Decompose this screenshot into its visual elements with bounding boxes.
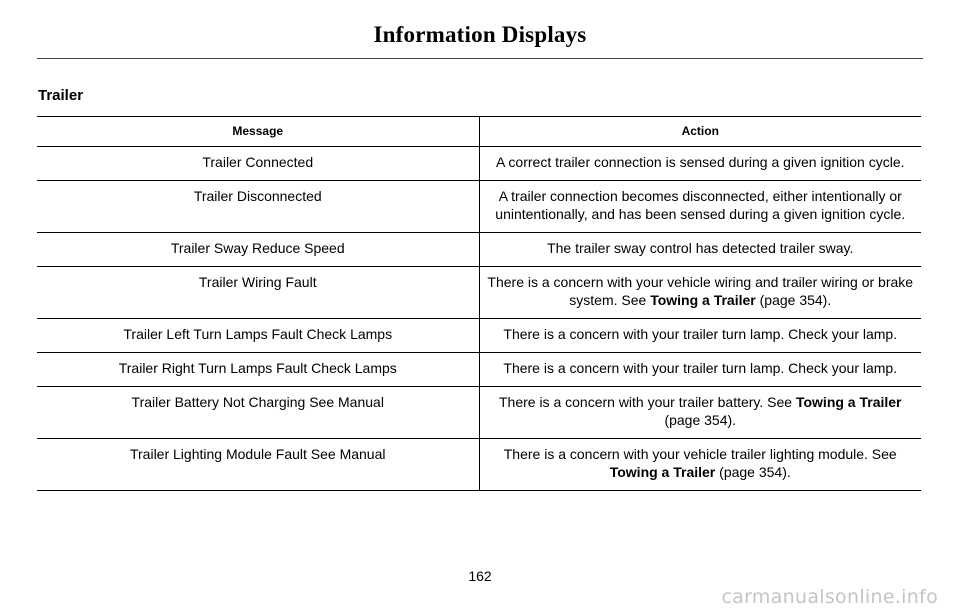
page-reference: (page 354).	[715, 464, 791, 480]
table-row	[37, 353, 921, 387]
towing-a-trailer-link[interactable]: Towing a Trailer	[650, 292, 756, 308]
towing-a-trailer-link[interactable]: Towing a Trailer	[609, 464, 716, 480]
message-cell: Trailer Right Turn Lamps Fault Check Lamps	[37, 353, 479, 387]
page-title: Information Displays	[373, 22, 587, 47]
action-text: The trailer sway control has detected trailer sway.	[547, 240, 854, 256]
table-row	[37, 267, 921, 319]
action-cell	[479, 267, 921, 319]
message-cell: Trailer Sway Reduce Speed	[37, 233, 479, 267]
action-cell	[479, 147, 921, 181]
table-row	[37, 181, 921, 233]
page-number: 162	[468, 568, 492, 584]
watermark: carmanualsonline.info	[721, 586, 938, 608]
message-cell: Trailer Lighting Module Fault See Manual	[37, 439, 479, 491]
table-row	[37, 319, 921, 353]
section-heading: Trailer	[38, 87, 84, 104]
message-cell: Trailer Connected	[37, 147, 479, 181]
action-text: There is a concern with your vehicle wiring and trailer wiring or brake system. See	[487, 274, 914, 308]
message-cell: Trailer Wiring Fault	[37, 267, 479, 319]
action-text: There is a concern with your vehicle trailer lighting module. See	[503, 446, 897, 462]
action-text: A correct trailer connection is sensed during a given ignition cycle.	[495, 154, 905, 170]
action-cell	[479, 319, 921, 353]
page-reference: (page 354).	[664, 412, 737, 428]
action-text: There is a concern with your trailer battery. See	[498, 394, 796, 410]
table-row	[37, 439, 921, 491]
table-row	[37, 147, 921, 181]
header-divider	[37, 58, 923, 59]
trailer-messages-table	[37, 116, 921, 491]
table-row	[37, 387, 921, 439]
page-reference: (page 354).	[755, 292, 832, 308]
action-text: There is a concern with your trailer turn lamp. Check your lamp.	[503, 360, 898, 376]
action-column-header: Action	[479, 117, 921, 147]
action-cell	[479, 439, 921, 491]
table-header-row	[37, 117, 921, 147]
action-text: A trailer connection becomes disconnected, either intentionally or unintentionally, and has been sensed during a given ignition cycle.	[495, 188, 906, 222]
action-cell	[479, 233, 921, 267]
message-cell: Trailer Battery Not Charging See Manual	[37, 387, 479, 439]
message-cell: Trailer Left Turn Lamps Fault Check Lamps	[37, 319, 479, 353]
action-cell	[479, 181, 921, 233]
action-text: There is a concern with your trailer turn lamp. Check your lamp.	[503, 326, 898, 342]
message-column-header: Message	[37, 117, 479, 147]
towing-a-trailer-link[interactable]: Towing a Trailer	[795, 394, 902, 410]
table-row	[37, 233, 921, 267]
action-cell	[479, 353, 921, 387]
message-cell: Trailer Disconnected	[37, 181, 479, 233]
action-cell	[479, 387, 921, 439]
